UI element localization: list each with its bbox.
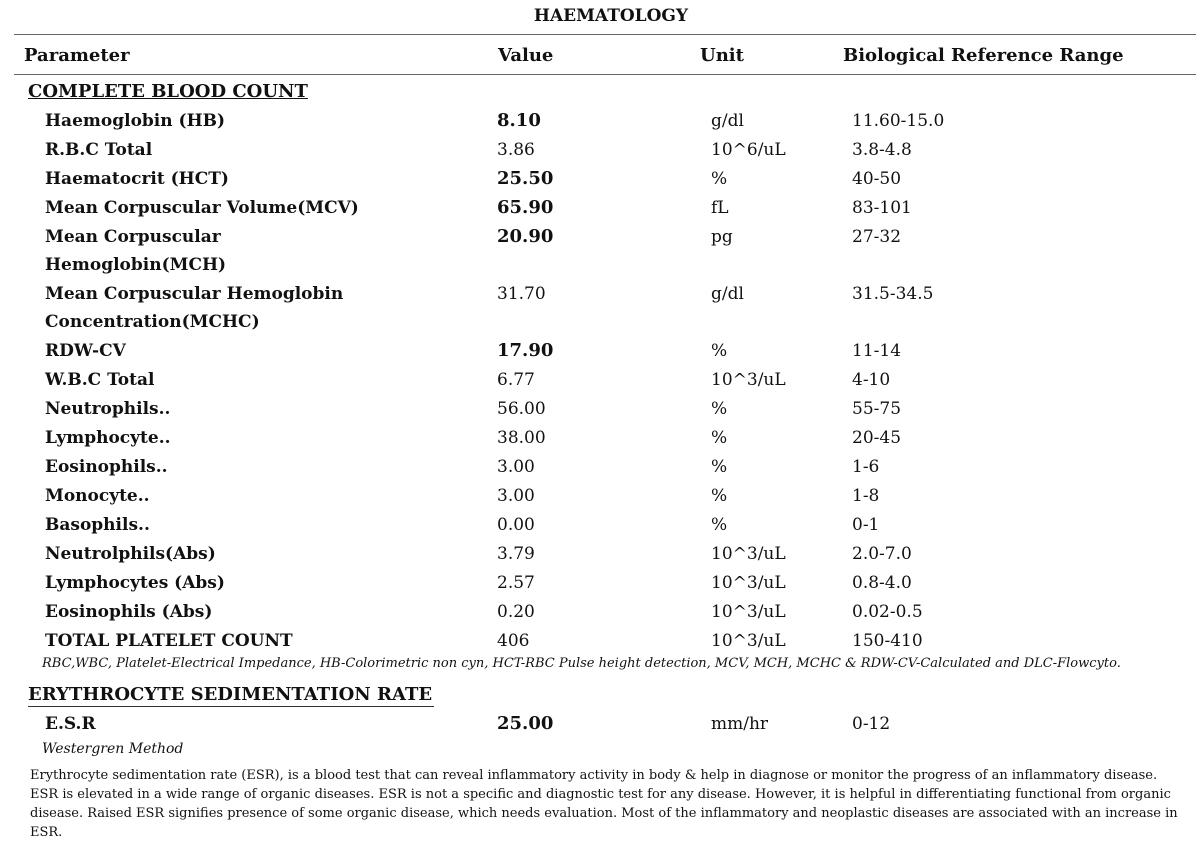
range-cell: 2.0-7.0 (852, 544, 912, 564)
esr-description: Erythrocyte sedimentation rate (ESR), is a blood test that can reveal inflammatory activity in body & help in diagnose or monitor the progress of an inflammatory disease. ESR is elevated in a wide range of organic diseases. ESR is not a specific and diagnostic test for any disease. However, it is helpful in differentiating functional from organic disease. Raised ESR signifies presence of some organic disease, which needs evaluation. Most of the inflammatory and neoplastic diseases are associated with an increase in ESR. (30, 768, 1178, 840)
column-header-unit: Unit (700, 45, 744, 66)
range-cell: 31.5-34.5 (852, 284, 934, 304)
range-cell: 1-6 (852, 457, 880, 477)
unit-cell: mm/hr (711, 714, 769, 734)
range-cell: 1-8 (852, 486, 880, 506)
range-cell: 3.8-4.8 (852, 140, 912, 160)
range-cell: 83-101 (852, 198, 912, 218)
unit-cell: % (711, 169, 728, 189)
cbc-method-note: RBC,WBC, Platelet-Electrical Impedance, HB-Colorimetric non cyn, HCT-RBC Pulse height detection, MCV, MCH, MCHC & RDW-CV-Calculated and DLC-Flowcyto. (42, 656, 1121, 671)
parameter-cell: Mean Corpuscular Volume(MCV) (45, 198, 359, 218)
value-cell: 6.77 (497, 370, 535, 390)
value-cell: 17.90 (497, 340, 554, 361)
parameter-cell: R.B.C Total (45, 140, 153, 160)
table-row (0, 511, 1200, 540)
value-cell: 25.00 (497, 713, 554, 734)
value-cell: 3.00 (497, 486, 535, 506)
table-row (0, 107, 1200, 136)
value-cell: 3.79 (497, 544, 535, 564)
parameter-cell: Monocyte.. (45, 486, 150, 506)
table-row (0, 395, 1200, 424)
range-cell: 0-1 (852, 515, 880, 535)
unit-cell: g/dl (711, 284, 744, 304)
value-cell: 56.00 (497, 399, 546, 419)
unit-cell: 10^6/uL (711, 140, 786, 160)
range-cell: 27-32 (852, 227, 902, 247)
report-title: HAEMATOLOGY (533, 6, 689, 26)
column-header-parameter: Parameter (24, 45, 130, 66)
range-cell: 55-75 (852, 399, 902, 419)
value-cell: 8.10 (497, 110, 541, 131)
unit-cell: 10^3/uL (711, 370, 786, 390)
parameter-cell: Neutrolphils(Abs) (45, 544, 216, 564)
parameter-cell: Basophils.. (45, 515, 150, 535)
range-cell: 40-50 (852, 169, 902, 189)
table-row (0, 569, 1200, 598)
unit-cell: % (711, 486, 728, 506)
value-cell: 31.70 (497, 284, 546, 304)
range-cell: 4-10 (852, 370, 891, 390)
parameter-cell: Lymphocyte.. (45, 428, 171, 448)
value-cell: 2.57 (497, 573, 535, 593)
unit-cell: 10^3/uL (711, 544, 786, 564)
table-row (0, 453, 1200, 482)
range-cell: 0.8-4.0 (852, 573, 912, 593)
range-cell: 11.60-15.0 (852, 111, 945, 131)
column-header-value: Value (498, 45, 554, 66)
unit-cell: fL (711, 198, 729, 218)
value-cell: 406 (497, 631, 530, 651)
value-cell: 3.00 (497, 457, 535, 477)
unit-cell: % (711, 457, 728, 477)
unit-cell: 10^3/uL (711, 602, 786, 622)
parameter-cell: Lymphocytes (Abs) (45, 573, 225, 593)
table-row-esr (0, 710, 1200, 739)
unit-cell: % (711, 515, 728, 535)
unit-cell: pg (711, 227, 733, 247)
unit-cell: % (711, 399, 728, 419)
section-title-cbc: COMPLETE BLOOD COUNT (28, 81, 308, 102)
range-cell: 11-14 (852, 341, 902, 361)
parameter-cell: W.B.C Total (45, 370, 155, 390)
parameter-cell: Haemoglobin (HB) (45, 111, 226, 131)
parameter-cell: Mean Corpuscular Hemoglobin Concentration(MCHC) (45, 284, 344, 332)
table-row (0, 598, 1200, 627)
parameter-cell: Eosinophils (Abs) (45, 602, 213, 622)
value-cell: 3.86 (497, 140, 535, 160)
value-cell: 65.90 (497, 197, 554, 218)
table-row (0, 540, 1200, 569)
parameter-cell: E.S.R (45, 714, 96, 734)
parameter-cell: TOTAL PLATELET COUNT (45, 631, 293, 651)
parameter-cell: Mean Corpuscular Hemoglobin(MCH) (45, 227, 227, 275)
value-cell: 25.50 (497, 168, 554, 189)
table-row (0, 482, 1200, 511)
value-cell: 0.20 (497, 602, 535, 622)
table-row (0, 627, 1200, 656)
unit-cell: g/dl (711, 111, 744, 131)
table-row (0, 366, 1200, 395)
range-cell: 20-45 (852, 428, 902, 448)
value-cell: 38.00 (497, 428, 546, 448)
table-row (0, 194, 1200, 223)
header-top-rule (14, 34, 1196, 35)
table-row (0, 165, 1200, 194)
esr-method: Westergren Method (42, 741, 184, 757)
range-cell: 0.02-0.5 (852, 602, 923, 622)
table-row (0, 223, 1200, 275)
parameter-cell: RDW-CV (45, 341, 126, 361)
unit-cell: 10^3/uL (711, 631, 786, 651)
unit-cell: % (711, 428, 728, 448)
table-row (0, 424, 1200, 453)
unit-cell: 10^3/uL (711, 573, 786, 593)
table-row (0, 337, 1200, 366)
header-bottom-rule (14, 74, 1196, 75)
range-cell: 150-410 (852, 631, 923, 651)
value-cell: 0.00 (497, 515, 535, 535)
parameter-cell: Neutrophils.. (45, 399, 171, 419)
range-cell: 0-12 (852, 714, 891, 734)
section-title-esr: ERYTHROCYTE SEDIMENTATION RATE (28, 684, 433, 705)
parameter-cell: Eosinophils.. (45, 457, 168, 477)
unit-cell: % (711, 341, 728, 361)
table-row (0, 280, 1200, 332)
value-cell: 20.90 (497, 226, 554, 247)
column-header-range: Biological Reference Range (843, 45, 1124, 66)
table-row (0, 136, 1200, 165)
parameter-cell: Haematocrit (HCT) (45, 169, 229, 189)
